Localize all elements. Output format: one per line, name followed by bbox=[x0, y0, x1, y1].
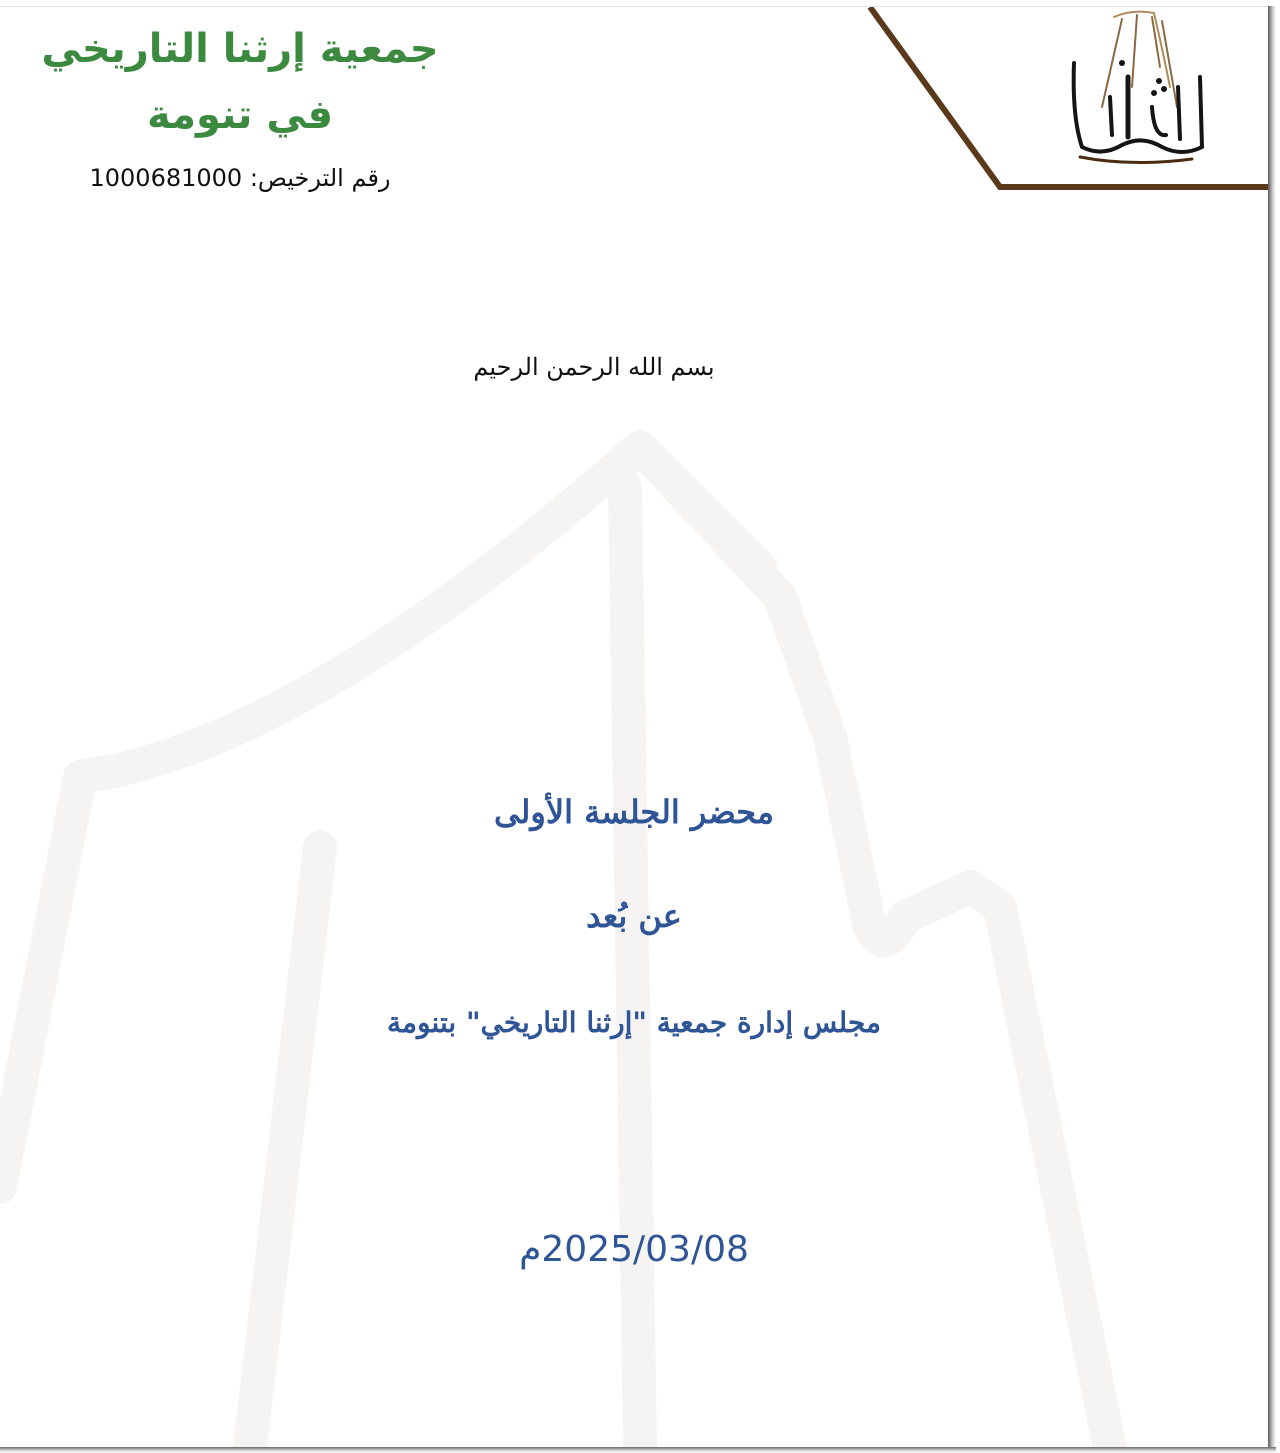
irthna-logo-icon bbox=[1062, 7, 1212, 177]
page-shadow-bottom bbox=[0, 1447, 1276, 1453]
organization-name-line-1: جمعية إرثنا التاريخي bbox=[41, 26, 439, 72]
document-page bbox=[0, 6, 1268, 1448]
license-number: رقم الترخيص: 1000681000 bbox=[89, 164, 391, 192]
organization-name-line-2: في تنومة bbox=[146, 92, 334, 138]
document-date: 2025/03/08م bbox=[519, 1229, 749, 1270]
page-shadow-right bbox=[1268, 6, 1276, 1447]
basmala-text: بسم الله الرحمن الرحيم bbox=[473, 353, 715, 381]
document-subtitle: عن بُعد bbox=[586, 897, 682, 935]
council-name: مجلس إدارة جمعية "إرثنا التاريخي" بتنومة bbox=[387, 1006, 881, 1039]
document-title: محضر الجلسة الأولى bbox=[493, 793, 775, 831]
